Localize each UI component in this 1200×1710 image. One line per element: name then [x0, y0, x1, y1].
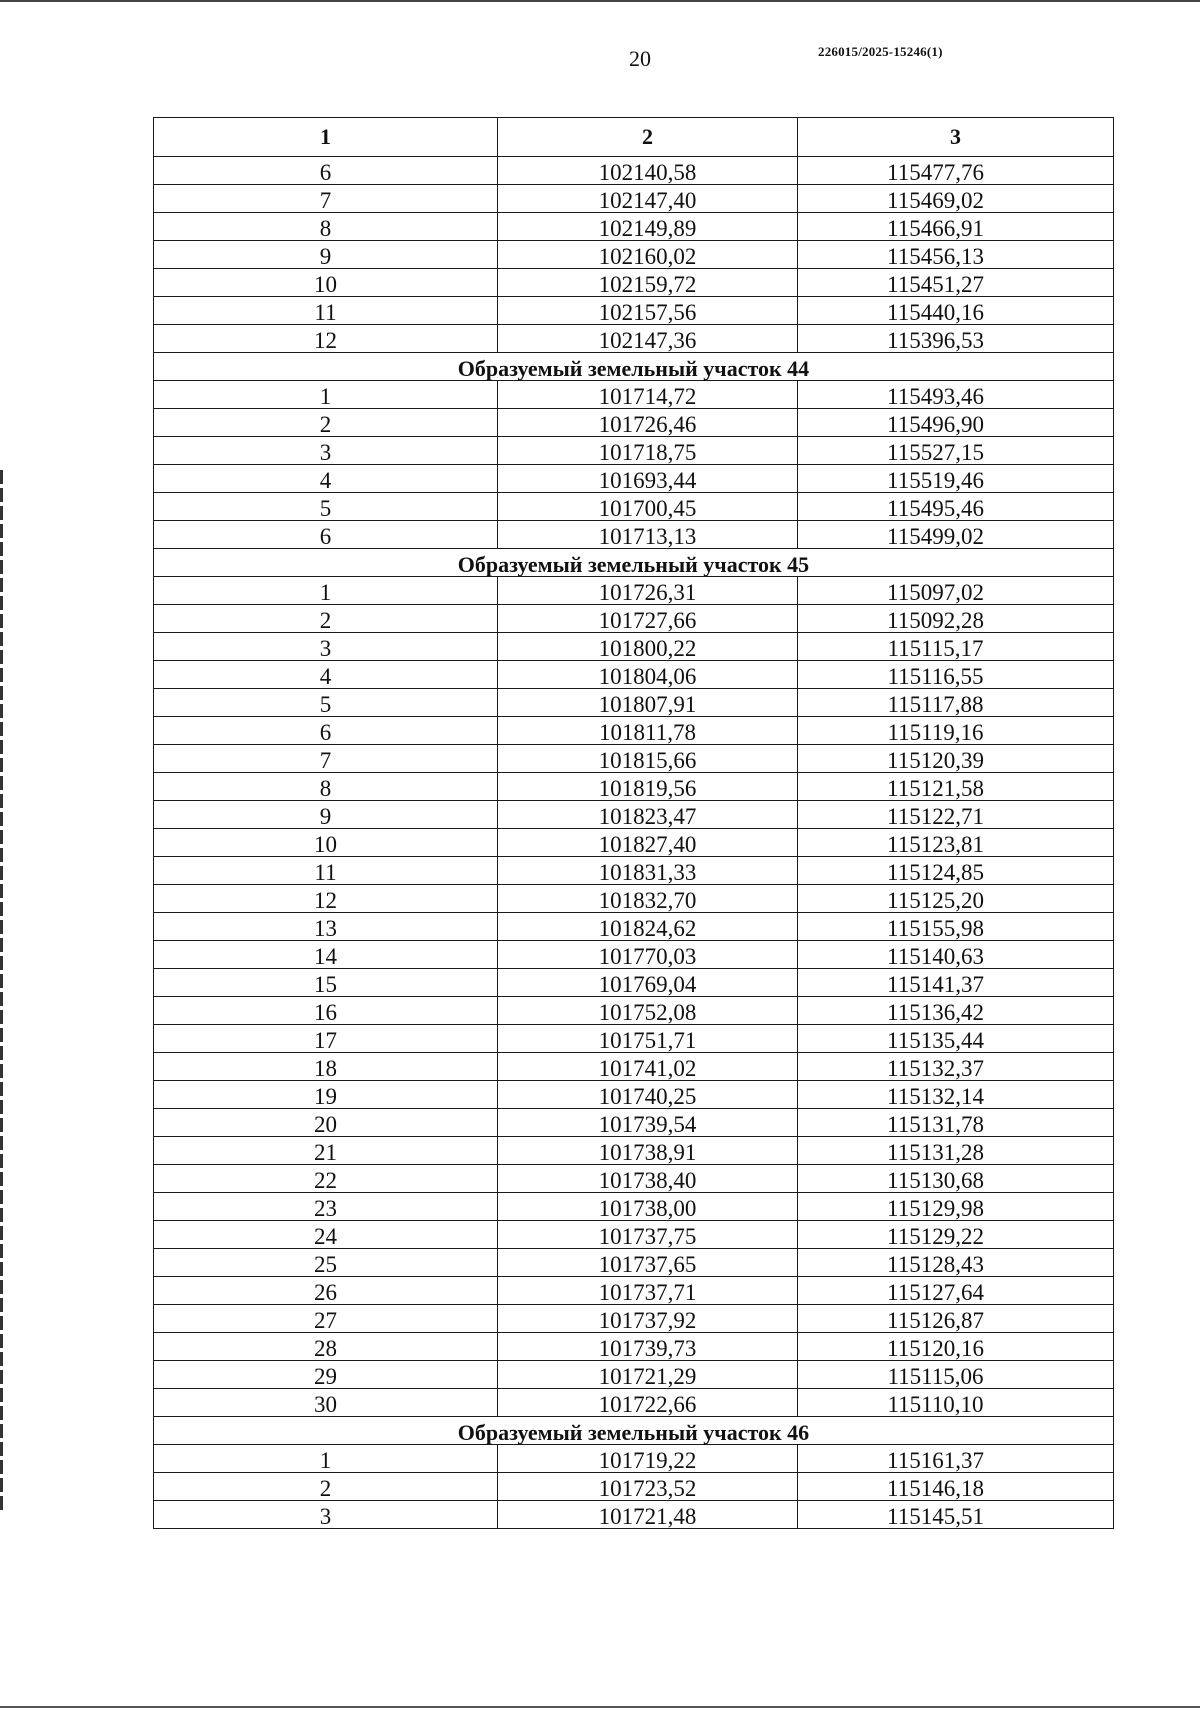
coordinate-y-cell: 115127,64 — [798, 1277, 1114, 1305]
point-number-cell: 6 — [154, 717, 498, 745]
coordinate-y-cell: 115097,02 — [798, 577, 1114, 605]
coordinate-y-cell: 115092,28 — [798, 605, 1114, 633]
table-row — [154, 1333, 1114, 1361]
coordinate-x-cell: 101740,25 — [498, 1081, 798, 1109]
coordinate-x-cell: 101714,72 — [498, 381, 798, 409]
point-number-cell: 11 — [154, 297, 498, 325]
section-title: Образуемый земельный участок 44 — [154, 353, 1114, 381]
table-row — [154, 1305, 1114, 1333]
coordinate-x-cell: 101693,44 — [498, 465, 798, 493]
point-number-cell: 25 — [154, 1249, 498, 1277]
coordinate-x-cell: 101819,56 — [498, 773, 798, 801]
point-number-cell: 10 — [154, 829, 498, 857]
table-row — [154, 1249, 1114, 1277]
table-row — [154, 1137, 1114, 1165]
coordinate-y-cell: 115123,81 — [798, 829, 1114, 857]
coordinate-x-cell: 102157,56 — [498, 297, 798, 325]
point-number-cell: 16 — [154, 997, 498, 1025]
coordinate-x-cell: 101804,06 — [498, 661, 798, 689]
section-heading-row — [154, 353, 1114, 381]
coordinate-y-cell: 115519,46 — [798, 465, 1114, 493]
table-row — [154, 1053, 1114, 1081]
coordinate-y-cell: 115145,51 — [798, 1501, 1114, 1529]
coordinate-x-cell: 101807,91 — [498, 689, 798, 717]
table-row — [154, 213, 1114, 241]
table-row — [154, 1445, 1114, 1473]
point-number-cell: 11 — [154, 857, 498, 885]
coordinate-y-cell: 115128,43 — [798, 1249, 1114, 1277]
coordinate-y-cell: 115120,39 — [798, 745, 1114, 773]
coordinate-y-cell: 115161,37 — [798, 1445, 1114, 1473]
coordinate-x-cell: 101718,75 — [498, 437, 798, 465]
point-number-cell: 21 — [154, 1137, 498, 1165]
point-number-cell: 10 — [154, 269, 498, 297]
table-row — [154, 521, 1114, 549]
point-number-cell: 8 — [154, 773, 498, 801]
coordinate-x-cell: 101738,40 — [498, 1165, 798, 1193]
table-row — [154, 269, 1114, 297]
point-number-cell: 2 — [154, 605, 498, 633]
document-reference: 226015/2025-15246(1) — [818, 44, 943, 59]
table-row — [154, 885, 1114, 913]
table-header-row — [154, 118, 1114, 157]
table-row — [154, 1165, 1114, 1193]
coordinate-y-cell: 115132,37 — [798, 1053, 1114, 1081]
coordinate-x-cell: 101737,75 — [498, 1221, 798, 1249]
coordinate-x-cell: 101721,48 — [498, 1501, 798, 1529]
coordinates-table — [153, 117, 1114, 1529]
coordinate-y-cell: 115469,02 — [798, 185, 1114, 213]
coordinate-x-cell: 101752,08 — [498, 997, 798, 1025]
table-row — [154, 689, 1114, 717]
point-number-cell: 1 — [154, 577, 498, 605]
table-row — [154, 1473, 1114, 1501]
coordinate-y-cell: 115495,46 — [798, 493, 1114, 521]
coordinate-x-cell: 102147,40 — [498, 185, 798, 213]
table-row — [154, 1193, 1114, 1221]
coordinate-y-cell: 115124,85 — [798, 857, 1114, 885]
coordinate-x-cell: 102160,02 — [498, 241, 798, 269]
table-row — [154, 1081, 1114, 1109]
coordinate-y-cell: 115121,58 — [798, 773, 1114, 801]
point-number-cell: 23 — [154, 1193, 498, 1221]
point-number-cell: 22 — [154, 1165, 498, 1193]
coordinate-y-cell: 115120,16 — [798, 1333, 1114, 1361]
point-number-cell: 7 — [154, 185, 498, 213]
coordinate-y-cell: 115126,87 — [798, 1305, 1114, 1333]
table-row — [154, 857, 1114, 885]
coordinate-y-cell: 115499,02 — [798, 521, 1114, 549]
table-row — [154, 325, 1114, 353]
coordinate-y-cell: 115131,28 — [798, 1137, 1114, 1165]
coordinate-y-cell: 115119,16 — [798, 717, 1114, 745]
point-number-cell: 9 — [154, 801, 498, 829]
point-number-cell: 29 — [154, 1361, 498, 1389]
coordinate-x-cell: 101722,66 — [498, 1389, 798, 1417]
coordinate-y-cell: 115140,63 — [798, 941, 1114, 969]
coordinate-y-cell: 115135,44 — [798, 1025, 1114, 1053]
scan-edge-bottom — [0, 1706, 1200, 1708]
coordinate-y-cell: 115115,17 — [798, 633, 1114, 661]
coordinate-x-cell: 101737,65 — [498, 1249, 798, 1277]
table-row — [154, 157, 1114, 185]
coordinate-x-cell: 101723,52 — [498, 1473, 798, 1501]
point-number-cell: 13 — [154, 913, 498, 941]
point-number-cell: 12 — [154, 325, 498, 353]
coordinate-x-cell: 101737,92 — [498, 1305, 798, 1333]
section-heading-row — [154, 1417, 1114, 1445]
coordinate-x-cell: 101751,71 — [498, 1025, 798, 1053]
point-number-cell: 2 — [154, 1473, 498, 1501]
point-number-cell: 26 — [154, 1277, 498, 1305]
table-row — [154, 1025, 1114, 1053]
point-number-cell: 3 — [154, 1501, 498, 1529]
coordinate-x-cell: 101700,45 — [498, 493, 798, 521]
coordinate-x-cell: 101769,04 — [498, 969, 798, 997]
coordinate-y-cell: 115125,20 — [798, 885, 1114, 913]
coordinate-y-cell: 115396,53 — [798, 325, 1114, 353]
table-row — [154, 1109, 1114, 1137]
page-number: 20 — [629, 46, 651, 71]
scan-edge-left — [0, 470, 3, 1510]
coordinate-x-cell: 101823,47 — [498, 801, 798, 829]
point-number-cell: 1 — [154, 1445, 498, 1473]
coordinate-x-cell: 101738,00 — [498, 1193, 798, 1221]
coordinate-x-cell: 101832,70 — [498, 885, 798, 913]
table-row — [154, 773, 1114, 801]
table-row — [154, 1361, 1114, 1389]
coordinate-x-cell: 101741,02 — [498, 1053, 798, 1081]
point-number-cell: 24 — [154, 1221, 498, 1249]
table-row — [154, 465, 1114, 493]
table-body — [154, 157, 1114, 1529]
point-number-cell: 12 — [154, 885, 498, 913]
coordinate-y-cell: 115129,98 — [798, 1193, 1114, 1221]
coordinate-y-cell: 115466,91 — [798, 213, 1114, 241]
coordinate-x-cell: 101726,31 — [498, 577, 798, 605]
coordinate-y-cell: 115132,14 — [798, 1081, 1114, 1109]
coordinate-y-cell: 115456,13 — [798, 241, 1114, 269]
point-number-cell: 1 — [154, 381, 498, 409]
point-number-cell: 5 — [154, 689, 498, 717]
table-row — [154, 661, 1114, 689]
coordinate-x-cell: 101738,91 — [498, 1137, 798, 1165]
coordinate-x-cell: 101811,78 — [498, 717, 798, 745]
table-row — [154, 493, 1114, 521]
scan-edge-top — [0, 0, 1200, 2]
coordinate-x-cell: 101737,71 — [498, 1277, 798, 1305]
coordinate-y-cell: 115117,88 — [798, 689, 1114, 717]
coordinate-x-cell: 101726,46 — [498, 409, 798, 437]
coordinate-y-cell: 115527,15 — [798, 437, 1114, 465]
coordinate-y-cell: 115115,06 — [798, 1361, 1114, 1389]
coordinate-y-cell: 115116,55 — [798, 661, 1114, 689]
table-row — [154, 241, 1114, 269]
table-row — [154, 297, 1114, 325]
column-header: 3 — [798, 118, 1114, 157]
point-number-cell: 20 — [154, 1109, 498, 1137]
table-row — [154, 1389, 1114, 1417]
table-row — [154, 1221, 1114, 1249]
table-row — [154, 185, 1114, 213]
point-number-cell: 3 — [154, 633, 498, 661]
coordinate-x-cell: 102149,89 — [498, 213, 798, 241]
point-number-cell: 6 — [154, 521, 498, 549]
point-number-cell: 2 — [154, 409, 498, 437]
table-row — [154, 577, 1114, 605]
point-number-cell: 9 — [154, 241, 498, 269]
table-row — [154, 941, 1114, 969]
coordinate-x-cell: 101800,22 — [498, 633, 798, 661]
point-number-cell: 8 — [154, 213, 498, 241]
coordinate-y-cell: 115155,98 — [798, 913, 1114, 941]
coordinate-y-cell: 115131,78 — [798, 1109, 1114, 1137]
table-row — [154, 1501, 1114, 1529]
table-row — [154, 997, 1114, 1025]
coordinate-x-cell: 101739,73 — [498, 1333, 798, 1361]
table-row — [154, 717, 1114, 745]
coordinate-y-cell: 115136,42 — [798, 997, 1114, 1025]
table-row — [154, 913, 1114, 941]
coordinate-y-cell: 115146,18 — [798, 1473, 1114, 1501]
coordinate-y-cell: 115122,71 — [798, 801, 1114, 829]
table-row — [154, 801, 1114, 829]
coordinate-x-cell: 101770,03 — [498, 941, 798, 969]
table-row — [154, 745, 1114, 773]
coordinate-y-cell: 115440,16 — [798, 297, 1114, 325]
coordinate-x-cell: 101727,66 — [498, 605, 798, 633]
coordinate-x-cell: 101815,66 — [498, 745, 798, 773]
point-number-cell: 18 — [154, 1053, 498, 1081]
table-row — [154, 605, 1114, 633]
coordinate-y-cell: 115130,68 — [798, 1165, 1114, 1193]
table-row — [154, 829, 1114, 857]
point-number-cell: 17 — [154, 1025, 498, 1053]
point-number-cell: 30 — [154, 1389, 498, 1417]
point-number-cell: 3 — [154, 437, 498, 465]
section-title: Образуемый земельный участок 45 — [154, 549, 1114, 577]
point-number-cell: 14 — [154, 941, 498, 969]
point-number-cell: 28 — [154, 1333, 498, 1361]
coordinate-y-cell: 115451,27 — [798, 269, 1114, 297]
coordinate-x-cell: 102140,58 — [498, 157, 798, 185]
column-header: 1 — [154, 118, 498, 157]
point-number-cell: 15 — [154, 969, 498, 997]
point-number-cell: 6 — [154, 157, 498, 185]
coordinate-x-cell: 101831,33 — [498, 857, 798, 885]
table-row — [154, 381, 1114, 409]
coordinate-y-cell: 115110,10 — [798, 1389, 1114, 1417]
point-number-cell: 5 — [154, 493, 498, 521]
coordinate-x-cell: 102147,36 — [498, 325, 798, 353]
section-heading-row — [154, 549, 1114, 577]
table-row — [154, 1277, 1114, 1305]
point-number-cell: 19 — [154, 1081, 498, 1109]
point-number-cell: 4 — [154, 661, 498, 689]
point-number-cell: 4 — [154, 465, 498, 493]
coordinate-x-cell: 101739,54 — [498, 1109, 798, 1137]
coordinate-x-cell: 101824,62 — [498, 913, 798, 941]
coordinate-y-cell: 115477,76 — [798, 157, 1114, 185]
table-row — [154, 969, 1114, 997]
coordinate-x-cell: 101827,40 — [498, 829, 798, 857]
section-title: Образуемый земельный участок 46 — [154, 1417, 1114, 1445]
coordinate-x-cell: 101721,29 — [498, 1361, 798, 1389]
coordinate-x-cell: 102159,72 — [498, 269, 798, 297]
table-row — [154, 409, 1114, 437]
coordinate-y-cell: 115129,22 — [798, 1221, 1114, 1249]
point-number-cell: 27 — [154, 1305, 498, 1333]
table-row — [154, 437, 1114, 465]
coordinate-y-cell: 115496,90 — [798, 409, 1114, 437]
coordinate-y-cell: 115141,37 — [798, 969, 1114, 997]
coordinate-x-cell: 101713,13 — [498, 521, 798, 549]
coordinate-y-cell: 115493,46 — [798, 381, 1114, 409]
point-number-cell: 7 — [154, 745, 498, 773]
table-row — [154, 633, 1114, 661]
coordinate-x-cell: 101719,22 — [498, 1445, 798, 1473]
column-header: 2 — [498, 118, 798, 157]
